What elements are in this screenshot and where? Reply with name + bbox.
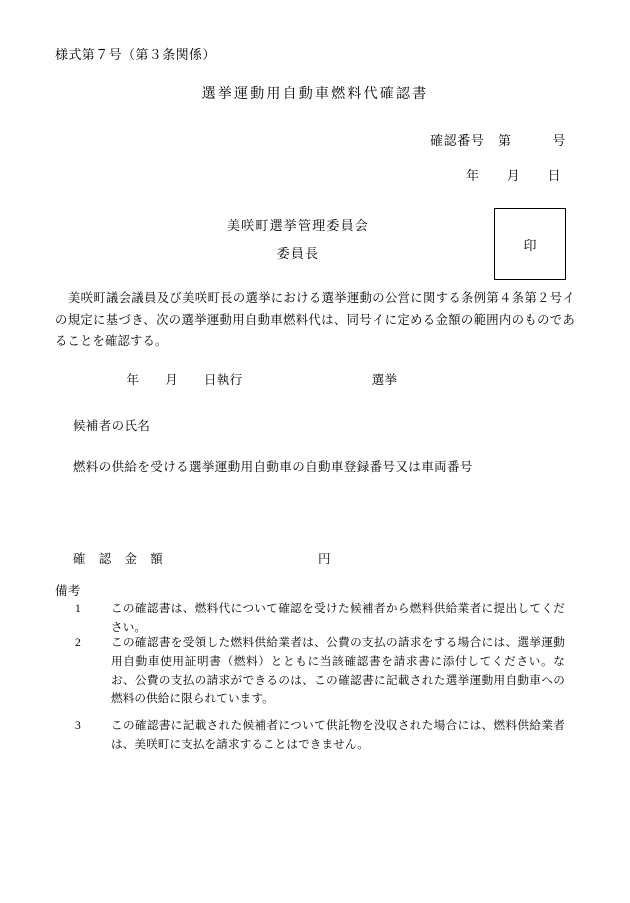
- note-number: 1: [75, 602, 81, 615]
- body-paragraph: 美咲町議会議員及び美咲町長の選挙における選挙運動の公営に関する条例第４条第２号イの規定に基づき、次の選挙運動用自動車燃料代は、同号イに定める金額の範囲内のものであることを確認する。: [55, 291, 575, 349]
- notes-label: 備考: [55, 584, 81, 598]
- seal-mark: 印: [523, 238, 537, 253]
- item-candidate-name: 候補者の氏名: [60, 419, 151, 433]
- committee-name: 美咲町選挙管理委員会: [226, 218, 369, 233]
- seal-box: [494, 208, 566, 280]
- item-confirmed-amount: 確 認 金 額 円: [60, 552, 331, 566]
- form-number: 様式第７号（第３条関係）: [55, 47, 216, 62]
- confirmation-number-line: 確認番号 第 号: [430, 133, 567, 148]
- note-text: この確認書に記載された候補者について供託物を没収された場合には、燃料供給業者は、美咲町に支払を請求することはできません。: [111, 719, 565, 751]
- document-title: 選挙運動用自動車燃料代確認書: [201, 87, 429, 102]
- note-item: [75, 600, 565, 638]
- note-item: [75, 717, 565, 755]
- note-item: [75, 634, 565, 709]
- date-line: 年 月 日: [466, 168, 562, 183]
- item-election-date: 年 月 日執行 選挙: [62, 373, 398, 387]
- committee-chair-label: 委員長: [276, 246, 320, 261]
- note-text: この確認書を受領した燃料供給業者は、公費の支払の請求をする場合には、選挙運動用自動車使用証明書（燃料）とともに当該確認書を請求書に添付してください。なお、公費の支払の請求ができるのは、この確認書に記載された選挙運動用自動車への燃料の供給に限られています。: [111, 636, 565, 706]
- note-number: 3: [75, 719, 81, 732]
- note-text: この確認書は、燃料代について確認を受けた候補者から燃料供給業者に提出してください。: [111, 602, 565, 634]
- item-vehicle-registration-number: 燃料の供給を受ける選挙運動用自動車の自動車登録番号又は車両番号: [60, 460, 473, 474]
- note-number: 2: [75, 636, 81, 649]
